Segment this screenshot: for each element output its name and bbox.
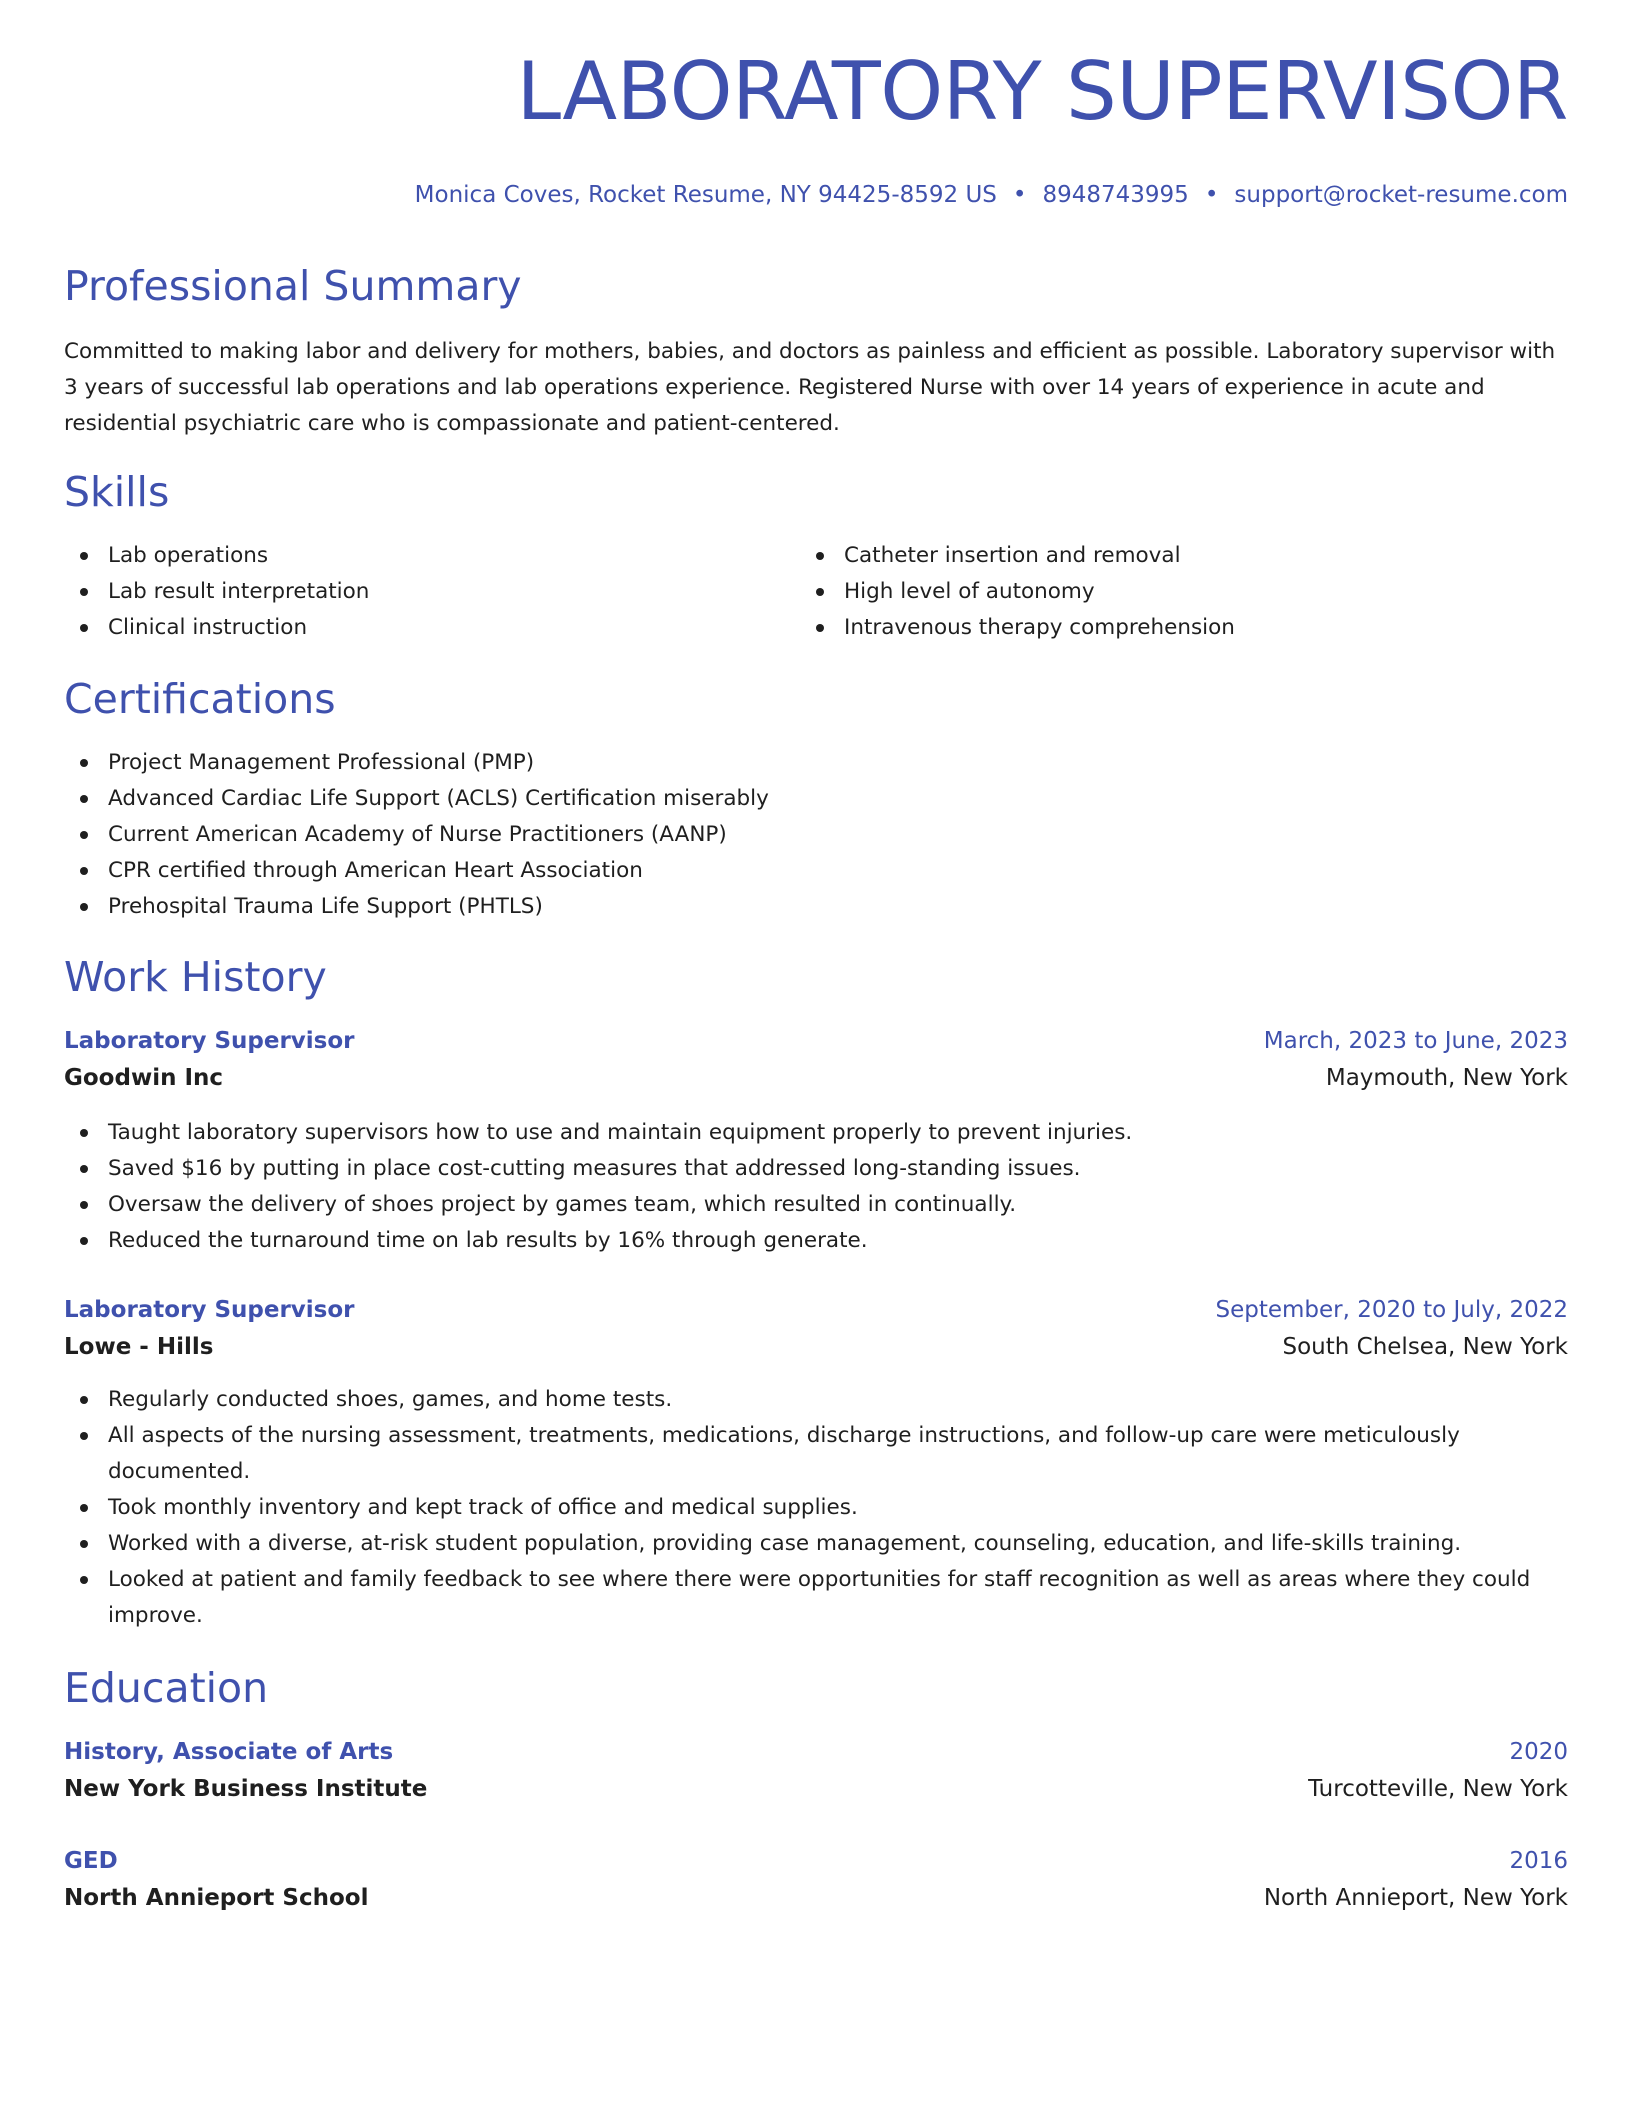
- certifications-heading: Certifications: [64, 675, 336, 723]
- job-header-row: [64, 1023, 1568, 1059]
- job-company: Lowe - Hills: [64, 1334, 214, 1360]
- certification-item: Advanced Cardiac Life Support (ACLS) Certification miserably: [64, 781, 1568, 817]
- contact-phone: 8948743995: [1042, 182, 1189, 208]
- job-title-text: Laboratory Supervisor: [64, 1028, 355, 1054]
- job-bullet: All aspects of the nursing assessment, treatments, medications, discharge instructions, and follow-up care were meticulously documented.: [64, 1418, 1568, 1490]
- education-location: North Annieport, New York: [1263, 1885, 1568, 1911]
- education-year: 2016: [1509, 1848, 1568, 1874]
- certification-item: Project Management Professional (PMP): [64, 745, 1568, 781]
- skill-item: Clinical instruction: [64, 610, 764, 646]
- job-bullets: [64, 1115, 1568, 1259]
- job-bullet: Took monthly inventory and kept track of office and medical supplies.: [64, 1490, 1568, 1526]
- job-bullet: Oversaw the delivery of shoes project by games team, which resulted in continually.: [64, 1187, 1568, 1223]
- contact-email[interactable]: support@rocket-resume.com: [1234, 182, 1568, 208]
- skills-list-left: [64, 538, 764, 646]
- job-location: South Chelsea, New York: [1282, 1334, 1568, 1360]
- education-school: New York Business Institute: [64, 1776, 428, 1802]
- job-bullets: [64, 1382, 1568, 1634]
- job-company: Goodwin Inc: [64, 1065, 224, 1091]
- job-location: Maymouth, New York: [1325, 1065, 1568, 1091]
- education-year: 2020: [1509, 1739, 1568, 1765]
- job-company-row: [64, 1060, 1568, 1096]
- job-bullet: Worked with a diverse, at-risk student population, providing case management, counseling, education, and life-skills training.: [64, 1526, 1568, 1562]
- certification-item: Current American Academy of Nurse Practitioners (AANP): [64, 817, 1568, 853]
- education-heading: Education: [64, 1664, 269, 1712]
- certification-item: Prehospital Trauma Life Support (PHTLS): [64, 889, 1568, 925]
- education-school-row: [64, 1880, 1568, 1916]
- job-title-text: Laboratory Supervisor: [64, 1297, 355, 1323]
- job-header-row: [64, 1292, 1568, 1328]
- job-bullet: Reduced the turnaround time on lab results by 16% through generate.: [64, 1223, 1568, 1259]
- education-header-row: [64, 1843, 1568, 1879]
- skill-item: High level of autonomy: [800, 574, 1560, 610]
- job-company-row: [64, 1329, 1568, 1365]
- education-header-row: [64, 1734, 1568, 1770]
- education-location: Turcotteville, New York: [1308, 1776, 1568, 1802]
- job-title: LABORATORY SUPERVISOR: [516, 45, 1568, 138]
- education-school-row: [64, 1771, 1568, 1807]
- job-bullet: Saved $16 by putting in place cost-cutting measures that addressed long-standing issues.: [64, 1151, 1568, 1187]
- skill-item: Intravenous therapy comprehension: [800, 610, 1560, 646]
- job-bullet: Looked at patient and family feedback to see where there were opportunities for staff recognition as well as areas where they could improve.: [64, 1562, 1568, 1634]
- contact-line: [415, 182, 1568, 208]
- job-dates: September, 2020 to July, 2022: [1215, 1297, 1568, 1323]
- skill-item: Catheter insertion and removal: [800, 538, 1560, 574]
- education-degree: GED: [64, 1848, 118, 1874]
- summary-heading: Professional Summary: [64, 262, 522, 310]
- skill-item: Lab result interpretation: [64, 574, 764, 610]
- education-degree: History, Associate of Arts: [64, 1739, 394, 1765]
- work-history-heading: Work History: [64, 953, 327, 1001]
- job-bullet: Taught laboratory supervisors how to use and maintain equipment properly to prevent injuries.: [64, 1115, 1568, 1151]
- summary-text: Committed to making labor and delivery for mothers, babies, and doctors as painless and efficient as possible. Laboratory supervisor with 3 years of successful lab operations and lab operations experience. Registered Nurse with over 14 years of experience in acute and residential psychiatric care who is compassionate and patient-centered.: [64, 339, 1556, 436]
- job-dates: March, 2023 to June, 2023: [1263, 1028, 1568, 1054]
- certifications-list: [64, 745, 1568, 925]
- skills-list-right: [800, 538, 1560, 646]
- skill-item: Lab operations: [64, 538, 764, 574]
- contact-separator: •: [1204, 182, 1219, 208]
- skills-heading: Skills: [64, 468, 170, 516]
- education-school: North Annieport School: [64, 1885, 369, 1911]
- certification-item: CPR certified through American Heart Association: [64, 853, 1568, 889]
- contact-separator: •: [1012, 182, 1027, 208]
- job-bullet: Regularly conducted shoes, games, and home tests.: [64, 1382, 1568, 1418]
- contact-address: Monica Coves, Rocket Resume, NY 94425-8592 US: [414, 182, 997, 208]
